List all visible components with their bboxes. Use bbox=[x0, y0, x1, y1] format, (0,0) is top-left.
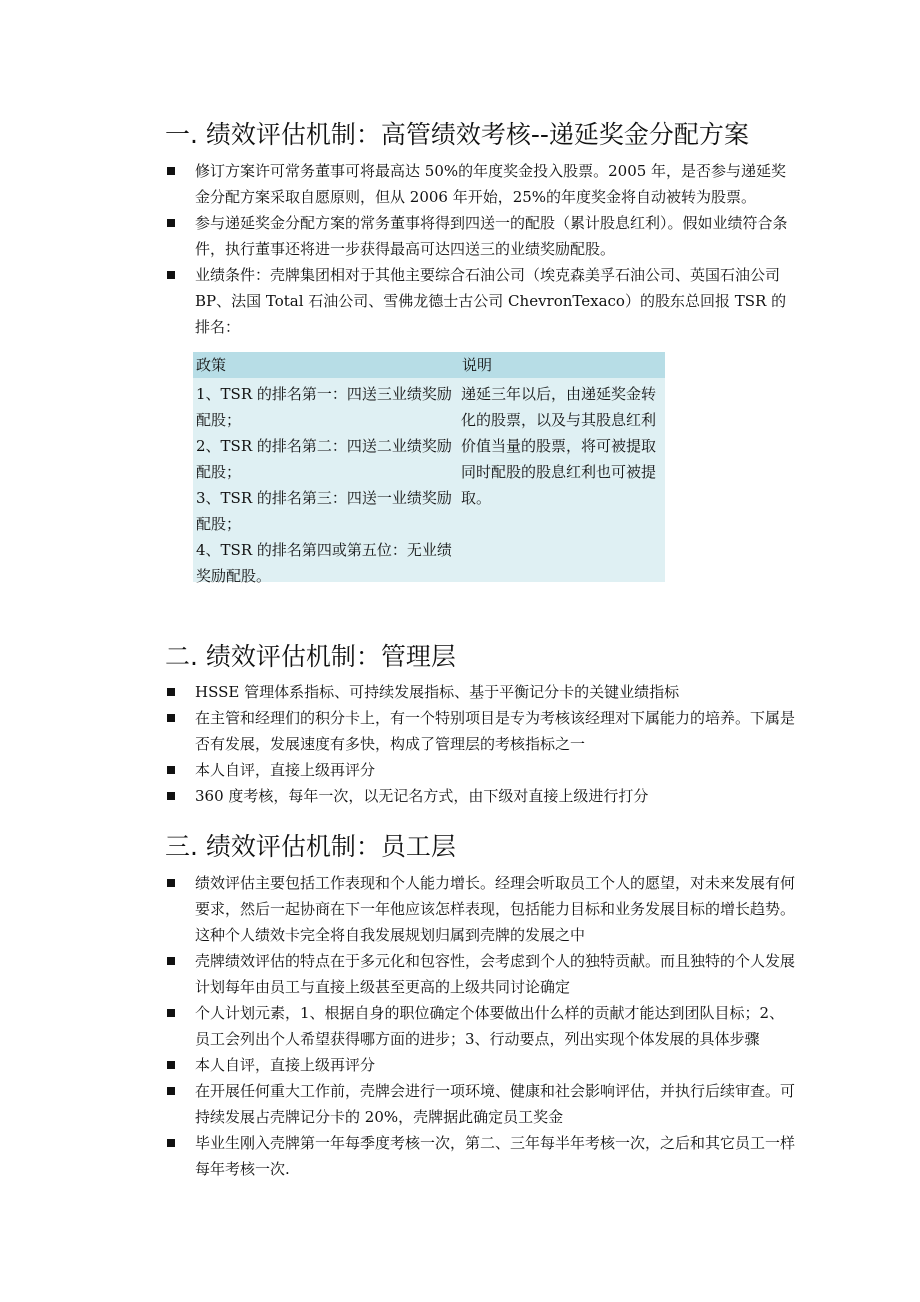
section1-bullet-list bbox=[165, 158, 795, 340]
square-bullet-icon bbox=[167, 167, 175, 175]
list-item: 绩效评估主要包括工作表现和个人能力增长。经理会听取员工个人的愿望，对未来发展有何要求，然后一起协商在下一年他应该怎样表现，包括能力目标和业务发展目标的增长趋势。这种个人绩效卡完全将自我发展规划归属到壳牌的发展之中 bbox=[165, 870, 795, 948]
square-bullet-icon bbox=[167, 688, 175, 696]
list-item: 本人自评，直接上级再评分 bbox=[165, 757, 795, 783]
list-item: 360 度考核，每年一次，以无记名方式，由下级对直接上级进行打分 bbox=[165, 783, 795, 809]
table-note-cell: 递延三年以后，由递延奖金转化的股票，以及与其股息红利价值当量的股票，将可被提取同时配股的股息红利也可被提取。 bbox=[461, 385, 657, 507]
section3-title: 三. 绩效评估机制：员工层 bbox=[165, 832, 456, 861]
list-item: 在开展任何重大工作前，壳牌会进行一项环境、健康和社会影响评估，并执行后续审查。可持续发展占壳牌记分卡的 20%，壳牌据此确定员工奖金 bbox=[165, 1078, 795, 1130]
square-bullet-icon bbox=[167, 792, 175, 800]
section2-bullet-list bbox=[165, 679, 795, 809]
section2-title: 二. 绩效评估机制：管理层 bbox=[165, 642, 456, 671]
table-header-row bbox=[193, 352, 665, 378]
table-header-policy: 政策 bbox=[196, 356, 227, 374]
section1-title: 一. 绩效评估机制：高管绩效考核--递延奖金分配方案 bbox=[165, 120, 749, 149]
square-bullet-icon bbox=[167, 1009, 175, 1017]
list-item: 修订方案许可常务董事可将最高达 50%的年度奖金投入股票。2005 年，是否参与递延奖金分配方案采取自愿原则，但从 2006 年开始，25%的年度奖金将自动被转为股票。 bbox=[165, 158, 795, 210]
square-bullet-icon bbox=[167, 1087, 175, 1095]
square-bullet-icon bbox=[167, 957, 175, 965]
list-item: 在主管和经理们的积分卡上，有一个特别项目是专为考核该经理对下属能力的培养。下属是否有发展，发展速度有多快，构成了管理层的考核指标之一 bbox=[165, 705, 795, 757]
square-bullet-icon bbox=[167, 1139, 175, 1147]
table-row: 1、TSR 的排名第一：四送三业绩奖励配股； bbox=[196, 385, 452, 429]
table-header-note: 说明 bbox=[462, 356, 493, 374]
square-bullet-icon bbox=[167, 714, 175, 722]
list-item: 业绩条件：壳牌集团相对于其他主要综合石油公司（埃克森美孚石油公司、英国石油公司 BP、法国 Total 石油公司、雪佛龙德士古公司 ChevronTexaco）的股东总回报 TSR 的排名： bbox=[165, 262, 795, 340]
list-item: 壳牌绩效评估的特点在于多元化和包容性，会考虑到个人的独特贡献。而且独特的个人发展计划每年由员工与直接上级甚至更高的上级共同讨论确定 bbox=[165, 948, 795, 1000]
square-bullet-icon bbox=[167, 219, 175, 227]
table-row: 4、TSR 的排名第四或第五位：无业绩奖励配股。 bbox=[196, 541, 452, 585]
section3-bullet-list bbox=[165, 870, 795, 1182]
square-bullet-icon bbox=[167, 1061, 175, 1069]
list-item: 毕业生刚入壳牌第一年每季度考核一次，第二、三年每半年考核一次，之后和其它员工一样每年考核一次. bbox=[165, 1130, 795, 1182]
list-item: 参与递延奖金分配方案的常务董事将得到四送一的配股（累计股息红利）。假如业绩符合条件，执行董事还将进一步获得最高可达四送三的业绩奖励配股。 bbox=[165, 210, 795, 262]
square-bullet-icon bbox=[167, 271, 175, 279]
square-bullet-icon bbox=[167, 766, 175, 774]
tsr-policy-table bbox=[193, 352, 665, 585]
list-item: 个人计划元素，1、根据自身的职位确定个体要做出什么样的贡献才能达到团队目标；2、员工会列出个人希望获得哪方面的进步；3、行动要点，列出实现个体发展的具体步骤 bbox=[165, 1000, 795, 1052]
list-item: HSSE 管理体系指标、可持续发展指标、基于平衡记分卡的关键业绩指标 bbox=[165, 679, 795, 705]
table-row: 2、TSR 的排名第二：四送二业绩奖励配股； bbox=[196, 437, 452, 481]
list-item: 本人自评，直接上级再评分 bbox=[165, 1052, 795, 1078]
table-row: 3、TSR 的排名第三：四送一业绩奖励配股； bbox=[196, 489, 452, 533]
square-bullet-icon bbox=[167, 879, 175, 887]
